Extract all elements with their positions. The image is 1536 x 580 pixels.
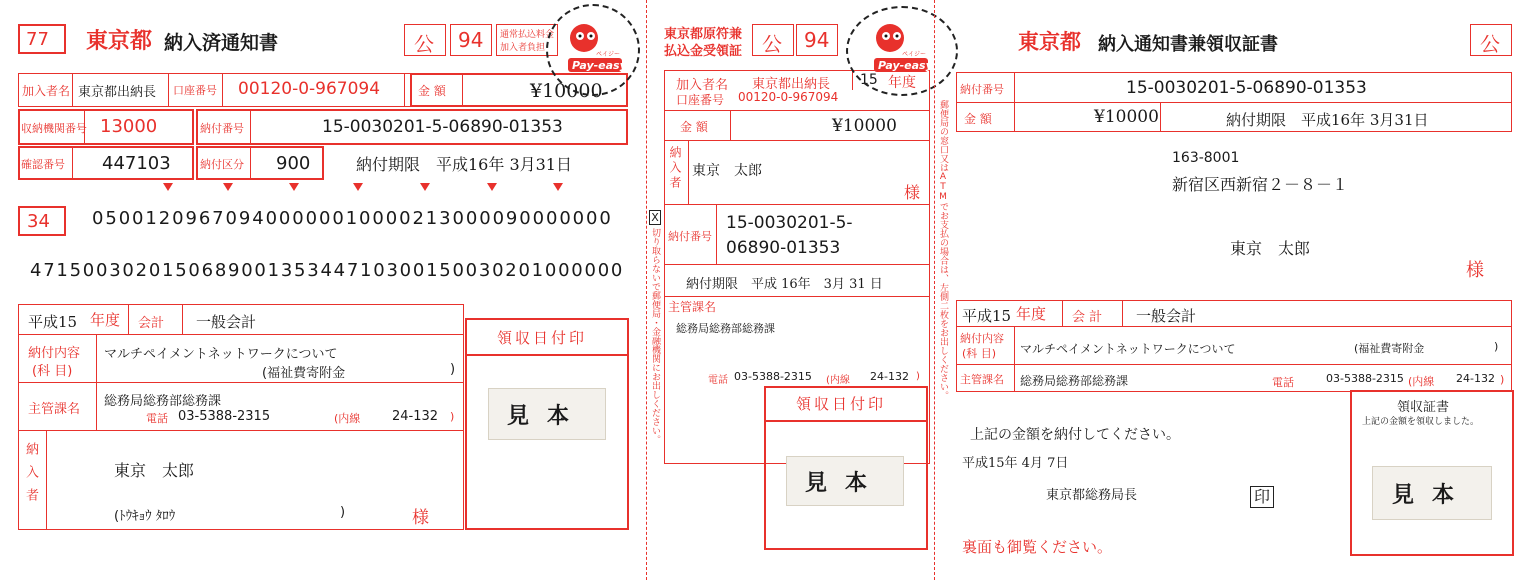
payer-name: 東京 太郎 — [114, 461, 195, 480]
year: 平成15 — [28, 313, 78, 331]
mid-stamp-sample: 見本 — [786, 456, 904, 506]
right-naisen-value: 24-132 — [1456, 372, 1495, 385]
mid-account-label: 口座番号 — [676, 93, 725, 107]
receipt-stamp-sample: 見本 — [1372, 466, 1492, 520]
cut-mark: X — [649, 210, 661, 225]
payno-label: 納付番号 — [200, 122, 244, 135]
stamp-sample: 見本 — [488, 388, 606, 440]
mid-naisen-label: (内線 — [826, 375, 850, 386]
naisen-close: ) — [450, 410, 455, 423]
kaikei-label: 会計 — [138, 316, 165, 331]
right-ko-box — [1470, 24, 1512, 56]
issuer: 東京都総務局長 — [1046, 488, 1138, 503]
right-naiyou-sub: (福祉費寄附金 — [1354, 342, 1425, 355]
year-suffix: 年度 — [90, 311, 121, 329]
right-payno-label: 納付番号 — [960, 83, 1004, 96]
right-amount-value: ¥10000 — [1094, 107, 1159, 127]
mid-payno-line-1: 15-0030201-5- — [726, 213, 853, 233]
payeasy-logo-icon — [566, 22, 624, 78]
right-kaikei-value: 一般会計 — [1136, 307, 1197, 325]
right-sama: 様 — [1466, 260, 1484, 281]
cut-line-left — [646, 0, 647, 580]
payeasy-logo-icon-mid — [872, 22, 930, 78]
naiyou-label-2: (科 目) — [32, 364, 73, 379]
right-ko-mark: 公 — [1480, 32, 1500, 56]
right-payno-value: 15-0030201-5-06890-01353 — [1126, 78, 1367, 98]
stamp-title: 領収日付印 — [497, 329, 588, 347]
num77-box — [18, 24, 66, 54]
mid-kamei-label: 主管課名 — [668, 300, 717, 314]
payer-kana: (ﾄｳｷｮｳ ﾀﾛｳ — [114, 509, 176, 524]
fee-note-1: 通常払込料金 — [500, 30, 555, 40]
nounyusha-label: 納入者 — [23, 442, 38, 511]
right-naiyou-paren: ) — [1494, 340, 1499, 353]
kana-close: ) — [340, 505, 346, 520]
right-doc-title: 納入通知書兼領収証書 — [1098, 34, 1278, 55]
kubun-label: 納付区分 — [200, 158, 244, 171]
right-year: 平成15 — [962, 307, 1012, 325]
fee-note-2: 加入者負担 — [500, 43, 546, 53]
naiyou-label-1: 納付内容 — [28, 346, 81, 361]
doc-title: 納入済通知書 — [164, 32, 279, 54]
payno-value: 15-0030201-5-06890-01353 — [322, 117, 563, 137]
code94-box — [450, 24, 492, 56]
right-naisen-close: ) — [1500, 373, 1505, 386]
code94: 94 — [458, 28, 484, 52]
svg-text:Pay-easy: Pay-easy — [878, 59, 930, 72]
mid-naisen-value: 24-132 — [870, 370, 909, 383]
mid-payno-label: 納付番号 — [668, 230, 712, 243]
agency-label: 収納機関番号 — [21, 122, 87, 135]
num34: 34 — [27, 211, 50, 232]
account-value: 00120-0-967094 — [238, 79, 381, 99]
ko-box — [404, 24, 446, 56]
mid-tel-value: 03-5388-2315 — [734, 370, 812, 383]
tel-label: 電話 — [146, 412, 168, 425]
mid-payer-label: 加入者名 — [676, 78, 729, 93]
mid-payer-value: 東京都出納長 — [752, 77, 831, 92]
right-naiyou-label-2: (科 目) — [962, 347, 997, 360]
org-name: 東京都 — [86, 29, 153, 54]
right-naisen-label: (内線 — [1408, 375, 1435, 388]
right-naiyou-value: マルチペイメントネットワークについて — [1020, 342, 1236, 356]
mid-tel-label: 電話 — [708, 375, 728, 386]
right-deadline: 納付期限 平成16年 3月31日 — [1226, 111, 1429, 129]
svg-text:ペイジー: ペイジー — [596, 51, 621, 58]
payer-value: 東京都出納長 — [78, 85, 157, 100]
payer-label: 加入者名 — [22, 84, 71, 98]
sama: 様 — [412, 508, 429, 528]
right-payer-name: 東京 太郎 — [1230, 239, 1311, 258]
mid-ko-mark: 公 — [762, 32, 782, 56]
kaikei-value: 一般会計 — [196, 313, 257, 331]
right-kamei-value: 総務局総務部総務課 — [1020, 374, 1129, 388]
amount-value: ¥10000 — [530, 80, 603, 102]
mid-ko-box — [752, 24, 794, 56]
mid-account-value: 00120-0-967094 — [738, 90, 839, 104]
svg-text:ペイジー: ペイジー — [902, 51, 927, 58]
right-tel-label: 電話 — [1272, 376, 1294, 389]
mid-sama: 様 — [904, 183, 921, 202]
seal-mark: 印 — [1250, 486, 1274, 508]
naiyou-value: マルチペイメントネットワークについて — [104, 347, 338, 362]
right-kaikei-label: 会 計 — [1072, 310, 1103, 325]
ko-mark: 公 — [414, 32, 434, 56]
barcode-line-2: 471500302015068900135344710300150030201000000 — [30, 260, 625, 281]
kamei-label: 主管課名 — [28, 402, 81, 417]
naiyou-sub: (福祉費寄附金 — [262, 366, 346, 381]
mid-stamp-title: 領収日付印 — [796, 395, 887, 413]
issue-date: 平成15年 4月 7日 — [962, 456, 1069, 471]
kubun-value: 900 — [276, 153, 311, 174]
cut-line-right — [934, 0, 935, 580]
mid-title-1: 東京都原符兼 — [664, 27, 743, 42]
naiyou-paren: ) — [450, 362, 456, 377]
mid-kamei-value: 総務局総務部総務課 — [676, 322, 775, 335]
right-org-name: 東京都 — [1018, 30, 1081, 54]
mid-code94: 94 — [804, 28, 830, 52]
zip-code: 163-8001 — [1172, 150, 1240, 166]
receipt-sub: 上記の金額を領収しました。 — [1362, 417, 1480, 427]
account-label: 口座番号 — [173, 84, 217, 97]
tel-value: 03-5388-2315 — [178, 409, 271, 424]
svg-text:Pay-easy: Pay-easy — [572, 59, 624, 72]
confirm-label: 確認番号 — [21, 158, 65, 171]
instruction-message: 上記の金額を納付してください。 — [970, 427, 1180, 443]
right-year-suffix: 年度 — [1016, 305, 1047, 323]
num77: 77 — [26, 29, 49, 50]
right-amount-label: 金 額 — [964, 112, 992, 126]
amount-label: 金 額 — [418, 84, 446, 98]
mid-naisen-close: ) — [916, 371, 920, 382]
mid-amount-label: 金 額 — [680, 120, 708, 134]
confirm-value: 447103 — [102, 153, 171, 174]
address: 新宿区西新宿２－８－１ — [1172, 175, 1349, 194]
deadline: 納付期限 平成16年 3月31日 — [356, 155, 572, 174]
mid-code94-box — [796, 24, 838, 56]
right-tel-value: 03-5388-2315 — [1326, 372, 1404, 385]
kamei-value: 総務局総務部総務課 — [104, 394, 222, 409]
barcode-line-1: 050012096709400000010000213000090000000 — [92, 208, 613, 229]
naisen-value: 24-132 — [392, 409, 439, 424]
mid-payer-name: 東京 太郎 — [692, 163, 762, 179]
agency-value: 13000 — [100, 116, 158, 137]
mid-amount-value: ¥10000 — [832, 116, 897, 136]
mid-deadline: 納付期限 平成 16年 3月 31 日 — [686, 277, 883, 292]
mid-payno-line-2: 06890-01353 — [726, 238, 841, 258]
back-note: 裏面も御覧ください。 — [962, 538, 1113, 556]
mid-nounyusha-label: 納入者 — [668, 146, 682, 191]
right-kamei-label: 主管課名 — [960, 373, 1004, 386]
mid-year-num: 15 — [860, 72, 878, 88]
right-naiyou-label-1: 納付内容 — [960, 332, 1004, 345]
receipt-title: 領収証書 — [1397, 400, 1450, 415]
cut-note: 切り取らないで郵便局・金融機関にお出しください。 — [650, 228, 660, 444]
naisen-label: (内線 — [334, 412, 361, 425]
side-note: 郵便局の窓口又はATMでお支払の場合は、左側二枚をお出しください。 — [938, 100, 948, 400]
mid-year-suffix: 年度 — [888, 75, 916, 91]
num34-box — [18, 206, 66, 236]
mid-title-2: 払込金受領証 — [664, 44, 743, 59]
